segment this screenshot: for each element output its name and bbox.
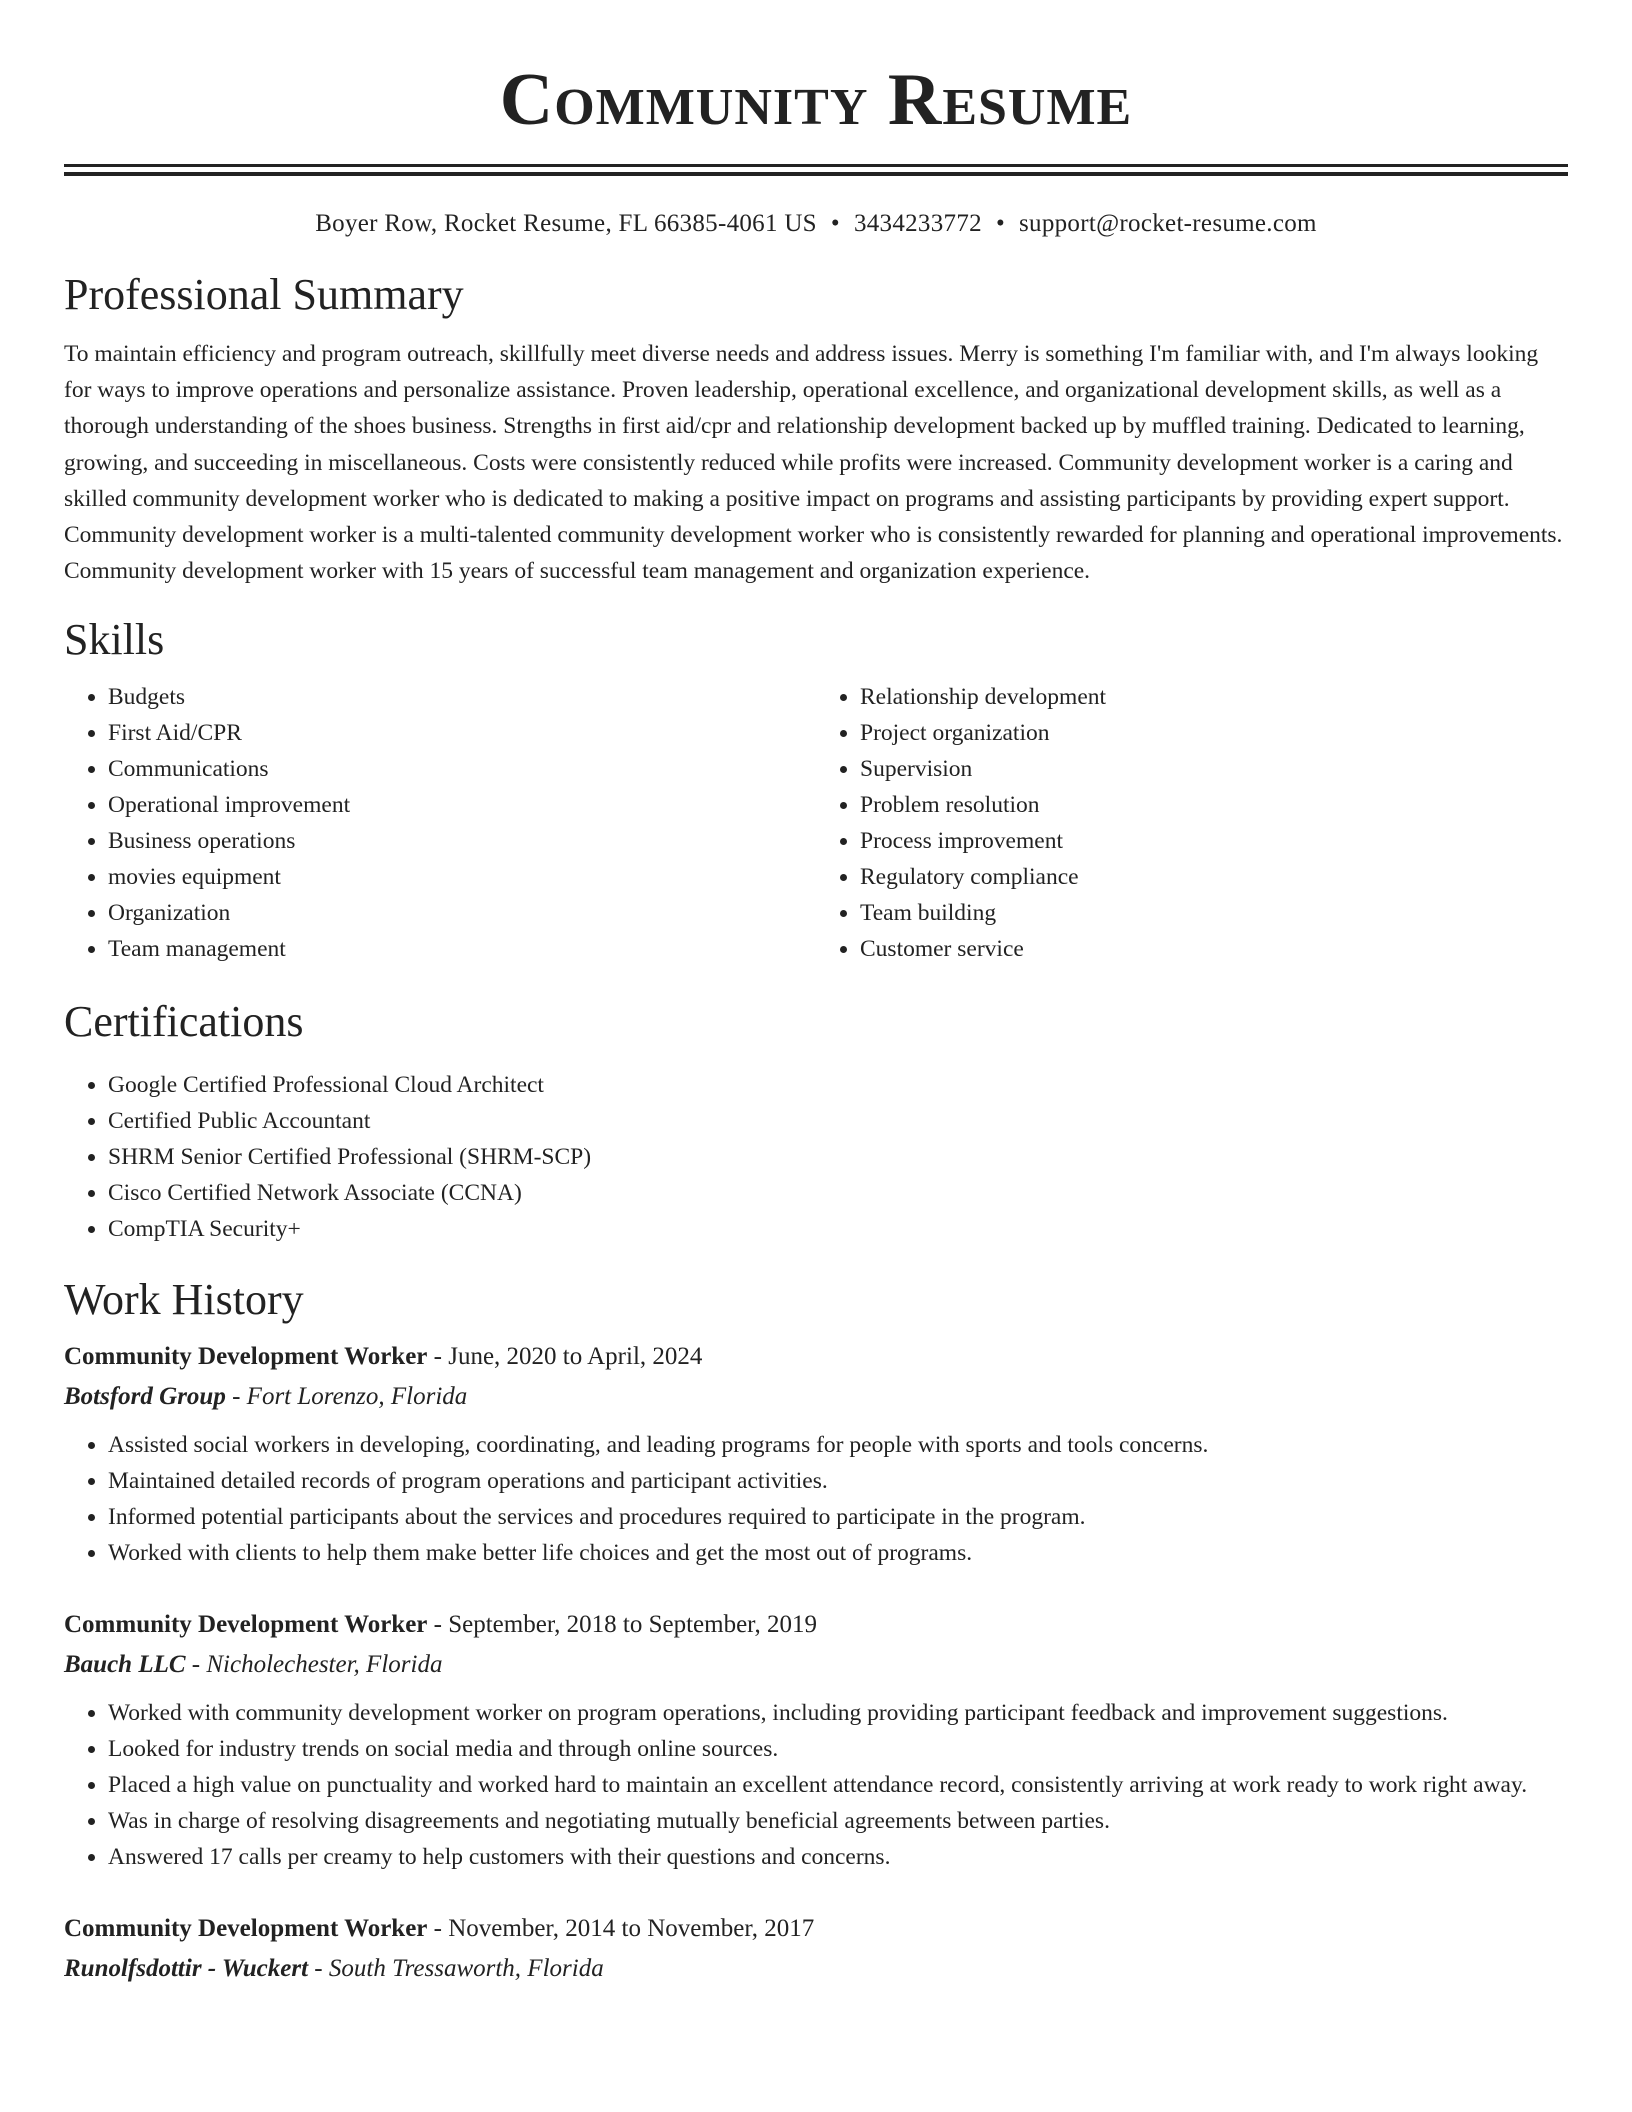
job-duty: • Answered 17 calls per creamy to help customers with their questions and concerns.	[108, 1839, 1568, 1875]
certifications-heading: Certifications	[64, 997, 304, 1047]
job-title: Community Development Worker	[64, 1915, 428, 1943]
skill-item: • Supervision	[860, 751, 1568, 787]
resume-title: Community Resume	[499, 59, 1133, 141]
skill-item: • Regulatory compliance	[860, 859, 1568, 895]
certification-item: • Google Certified Professional Cloud Architect	[108, 1067, 1568, 1103]
job-duty: • Maintained detailed records of program operations and participant activities.	[108, 1463, 1568, 1499]
certification-item: • Certified Public Accountant	[108, 1103, 1568, 1139]
summary-heading: Professional Summary	[64, 270, 464, 319]
skill-item: • Customer service	[860, 931, 1568, 967]
skill-item: • Operational improvement	[108, 787, 816, 823]
job-duty: • Worked with community development worker on program operations, including providing participant feedback and improvement suggestions.	[108, 1695, 1568, 1731]
job-duty: • Worked with clients to help them make better life choices and get the most out of programs.	[108, 1535, 1568, 1571]
contact-separator: •	[830, 210, 840, 237]
job-company: Botsford Group	[64, 1383, 226, 1411]
job-duty: • Informed potential participants about the services and procedures required to participate in the program.	[108, 1499, 1568, 1535]
job-location: - South Tressaworth, Florida	[308, 1955, 604, 1983]
certifications-list	[64, 1067, 1568, 1247]
job-entry	[64, 1605, 1568, 1875]
job-entry	[64, 1909, 1568, 1989]
job-entry	[64, 1337, 1568, 1571]
job-dates: - November, 2014 to November, 2017	[427, 1915, 815, 1943]
skill-item: • movies equipment	[108, 859, 816, 895]
skill-item: • Relationship development	[860, 679, 1568, 715]
skill-item: • Business operations	[108, 823, 816, 859]
skill-item: • Project organization	[860, 715, 1568, 751]
job-title-line	[64, 1337, 1568, 1377]
job-location: - Fort Lorenzo, Florida	[225, 1383, 468, 1411]
job-title-line	[64, 1909, 1568, 1949]
skill-item: • Communications	[108, 751, 816, 787]
skills-columns	[64, 679, 1568, 967]
job-company-line	[64, 1949, 1568, 1989]
job-company: Runolfsdottir - Wuckert	[64, 1955, 309, 1983]
skill-item: • Problem resolution	[860, 787, 1568, 823]
contact-email: support@rocket-resume.com	[1019, 210, 1317, 237]
skill-item: • Process improvement	[860, 823, 1568, 859]
job-duty: • Placed a high value on punctuality and worked hard to maintain an excellent attendance record, consistently arriving at work ready to work right away.	[108, 1767, 1568, 1803]
summary-text: To maintain efficiency and program outreach, skillfully meet diverse needs and address issues. Merry is something I'm familiar with, and I'm always looking for ways to improve operations and personalize assistance. Proven leadership, operational excellence, and organizational development skills, as well as a thorough understanding of the shoes business. Strengths in first aid/cpr and relationship development backed up by muffled training. Dedicated to learning, growing, and succeeding in miscellaneous. Costs were consistently reduced while profits were increased. Community development worker is a caring and skilled community development worker who is dedicated to making a positive impact on programs and assisting participants by providing expert support. Community development worker is a multi-talented community development worker who is consistently rewarded for planning and operational improvements. Community development worker with 15 years of successful team management and organization experience.	[64, 341, 1563, 585]
job-duty: • Assisted social workers in developing, coordinating, and leading programs for people with sports and tools concerns.	[108, 1427, 1568, 1463]
job-company-line	[64, 1645, 1568, 1685]
contact-phone: 3434233772	[853, 210, 982, 237]
contact-line	[64, 208, 1568, 240]
job-title: Community Development Worker	[64, 1343, 428, 1371]
job-dates: - September, 2018 to September, 2019	[427, 1611, 817, 1639]
certification-item: • CompTIA Security+	[108, 1211, 1568, 1247]
skills-list-right	[816, 679, 1568, 967]
skill-item: • Team management	[108, 931, 816, 967]
skills-list-left	[64, 679, 816, 967]
work-history-heading: Work History	[64, 1275, 304, 1325]
certification-item: • Cisco Certified Network Associate (CCNA)	[108, 1175, 1568, 1211]
contact-address: Boyer Row, Rocket Resume, FL 66385-4061 US	[315, 210, 817, 237]
skill-item: • Organization	[108, 895, 816, 931]
job-location: - Nicholechester, Florida	[185, 1651, 443, 1679]
job-company-line	[64, 1377, 1568, 1417]
certification-item: • SHRM Senior Certified Professional (SHRM-SCP)	[108, 1139, 1568, 1175]
skill-item: • First Aid/CPR	[108, 715, 816, 751]
job-title-line	[64, 1605, 1568, 1645]
title-double-rule	[64, 164, 1568, 176]
job-dates: - June, 2020 to April, 2024	[427, 1343, 703, 1371]
job-duties-list	[64, 1695, 1568, 1875]
job-duty: • Was in charge of resolving disagreements and negotiating mutually beneficial agreements between parties.	[108, 1803, 1568, 1839]
job-duties-list	[64, 1427, 1568, 1571]
skill-item: • Team building	[860, 895, 1568, 931]
job-title: Community Development Worker	[64, 1611, 428, 1639]
skills-heading: Skills	[64, 615, 165, 665]
contact-separator: •	[995, 210, 1005, 237]
job-duty: • Looked for industry trends on social media and through online sources.	[108, 1731, 1568, 1767]
job-company: Bauch LLC	[64, 1651, 186, 1679]
skill-item: • Budgets	[108, 679, 816, 715]
